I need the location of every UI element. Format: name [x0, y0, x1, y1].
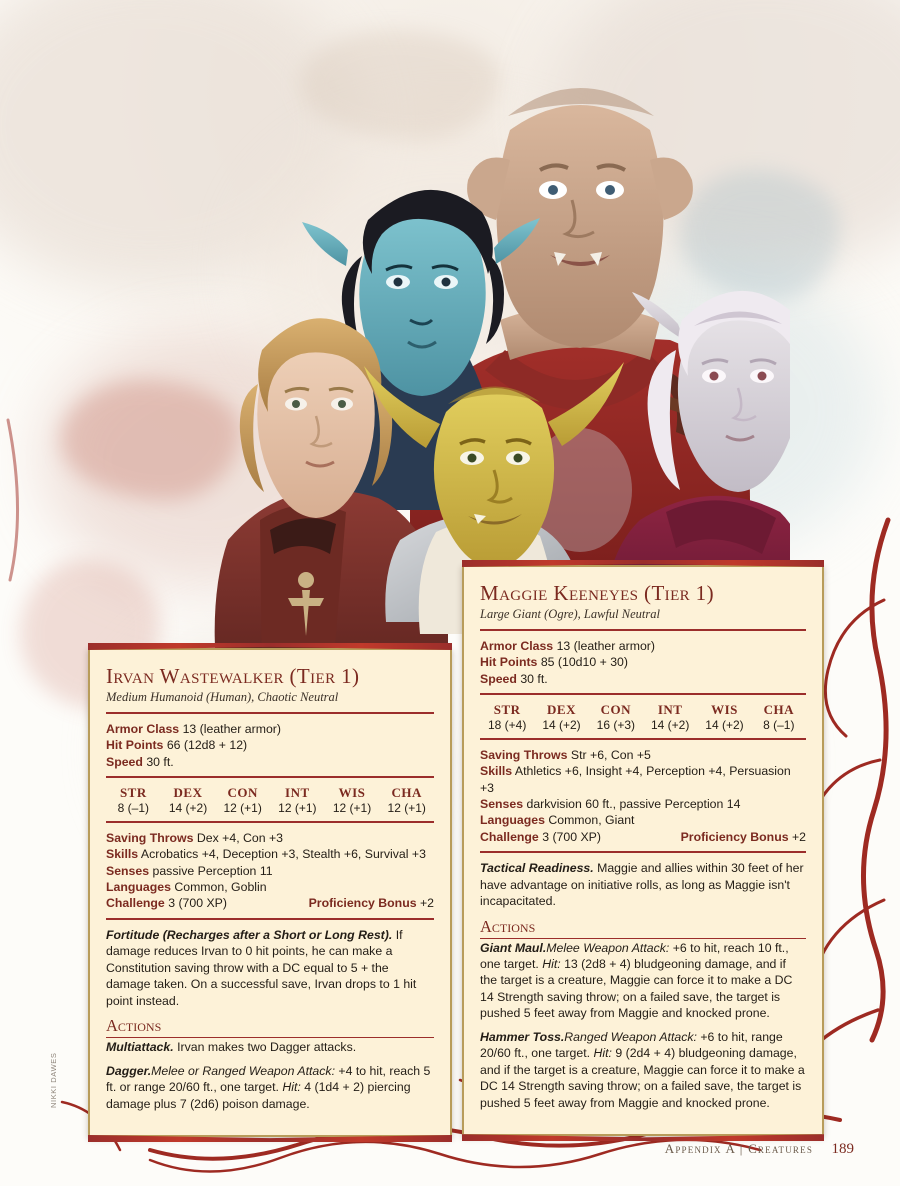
- action-text: +4 to hit, reach 5 ft. or range 20/60 ft., one target.: [106, 1063, 431, 1095]
- artist-credit: NIKKI DAWES: [49, 1052, 58, 1108]
- statblock-title: Irvan Wastewalker (Tier 1): [106, 664, 360, 688]
- ability-value: 12 (+1): [278, 801, 317, 816]
- hit-points-line: [106, 737, 434, 753]
- action-hit-text: 9 (2d4 + 4) bludgeoning damage, and if the target is a creature, Maggie can force it to make a DC 14 Strength saving throw; on a failed save, the target is pushed 5 feet away from Maggie and knocked prone.: [480, 1046, 805, 1110]
- languages-value: Common, Giant: [548, 813, 635, 828]
- trait-text: If damage reduces Irvan to 0 hit points, he can make a Constitution saving throw with a DC equal to 5 + the damage taken. On a successful save, Irvan drops to 1 hit point instead.: [106, 927, 417, 1008]
- armor-class-label: Armor Class: [106, 722, 180, 736]
- statblock-subtitle: Large Giant (Ogre), Lawful Neutral: [480, 607, 660, 621]
- skills-label: Skills: [106, 847, 139, 862]
- ability-value: 14 (+2): [705, 718, 744, 733]
- skills-line: [106, 846, 434, 862]
- ability-name: CHA: [391, 785, 422, 801]
- challenge-label: Challenge: [480, 829, 539, 844]
- traits-section: [106, 927, 434, 1009]
- languages-label: Languages: [106, 880, 171, 895]
- action-text: Irvan makes two Dagger attacks.: [173, 1040, 357, 1055]
- statblock-irvan: [88, 648, 452, 1137]
- challenge-line: [480, 829, 806, 845]
- skills-value: Athletics +6, Insight +4, Perception +4, Persuasion +3: [480, 764, 791, 795]
- traits-section: [480, 860, 806, 909]
- hit-points-value: 66 (12d8 + 12): [166, 738, 248, 753]
- ability-cha: [379, 785, 434, 815]
- languages-value: Common, Goblin: [174, 880, 267, 895]
- challenge-label: Challenge: [106, 896, 165, 911]
- speed-label: Speed: [106, 754, 143, 769]
- action-hit-text: 4 (1d4 + 2) piercing damage plus 7 (2d6) poison damage.: [106, 1080, 411, 1111]
- ability-name: WIS: [338, 785, 366, 801]
- footer-label: Appendix A | Creatures: [664, 1141, 814, 1156]
- armor-class-line: [106, 721, 434, 737]
- ability-scores: [106, 785, 434, 815]
- ability-value: 16 (+3): [596, 718, 635, 733]
- ability-con: [589, 702, 643, 732]
- divider: [106, 821, 434, 823]
- ability-name: CON: [600, 702, 632, 718]
- proficiency-bonus: [309, 895, 434, 911]
- action-text: +6 to hit, range 20/60 ft., one target.: [480, 1029, 783, 1061]
- skills-line: [480, 763, 806, 796]
- armor-class-value: 13 (leather armor): [182, 722, 281, 736]
- ability-value: 8 (–1): [763, 718, 795, 733]
- ability-name: INT: [657, 702, 683, 718]
- action-name: Giant Maul.: [480, 940, 547, 955]
- trait-tactical-readiness: [480, 860, 806, 909]
- speed-line: [480, 671, 806, 687]
- ability-name: CON: [227, 785, 258, 801]
- skills-value: Acrobatics +4, Deception +3, Stealth +6, Survival +3: [140, 847, 426, 862]
- actions-section: [106, 1039, 434, 1112]
- senses-value: darkvision 60 ft., passive Perception 14: [526, 797, 741, 812]
- senses-label: Senses: [106, 863, 150, 878]
- page-footer: [0, 1141, 900, 1158]
- ability-int: [643, 702, 697, 732]
- action-attack-type: Melee or Ranged Weapon Attack:: [151, 1063, 335, 1078]
- actions-header: Actions: [480, 917, 806, 939]
- actions-header: Actions: [106, 1016, 434, 1038]
- trait-name: Tactical Readiness.: [480, 861, 594, 876]
- divider: [106, 918, 434, 920]
- hit-points-label: Hit Points: [106, 738, 164, 753]
- ability-value: 14 (+2): [542, 718, 581, 733]
- speed-line: [106, 754, 434, 770]
- saving-throws-label: Saving Throws: [480, 748, 568, 763]
- action-dagger: [106, 1063, 434, 1112]
- armor-class-line: [480, 638, 806, 654]
- divider: [480, 738, 806, 740]
- statblock-title: Maggie Keeneyes (Tier 1): [480, 581, 714, 605]
- speed-value: 30 ft.: [146, 754, 174, 769]
- speed-label: Speed: [480, 671, 517, 686]
- senses-line: [106, 863, 434, 879]
- action-attack-type: Ranged Weapon Attack:: [564, 1029, 697, 1044]
- ability-value: 18 (+4): [487, 718, 527, 733]
- proficiency-label: Proficiency Bonus: [680, 829, 789, 844]
- statblock-maggie: [462, 565, 824, 1136]
- action-hit-label: Hit:: [593, 1046, 612, 1061]
- ability-dex: [534, 702, 588, 732]
- ability-dex: [161, 785, 216, 815]
- divider: [480, 629, 806, 631]
- challenge-line: [106, 895, 434, 911]
- ability-name: DEX: [173, 785, 203, 801]
- statblock-subtitle: Medium Humanoid (Human), Chaotic Neutral: [106, 690, 339, 704]
- ability-str: [106, 785, 161, 815]
- actions-section: [480, 940, 806, 1112]
- ability-scores: [480, 702, 806, 732]
- divider: [480, 851, 806, 853]
- languages-line: [480, 812, 806, 828]
- action-hit-label: Hit:: [282, 1080, 301, 1095]
- saving-throws-value: Str +6, Con +5: [570, 748, 651, 763]
- hit-points-value: 85 (10d10 + 30): [540, 655, 628, 670]
- ability-name: STR: [493, 702, 521, 718]
- action-hammer-toss: [480, 1029, 806, 1111]
- ability-value: 12 (+1): [332, 801, 372, 816]
- action-attack-type: Melee Weapon Attack:: [546, 940, 670, 955]
- armor-class-value: 13 (leather armor): [556, 639, 655, 653]
- action-name: Dagger.: [106, 1063, 152, 1078]
- divider: [106, 776, 434, 778]
- trait-fortitude: [106, 927, 434, 1009]
- ability-name: STR: [119, 785, 147, 801]
- divider: [106, 712, 434, 714]
- saving-throws-value: Dex +4, Con +3: [196, 831, 284, 846]
- ability-value: 14 (+2): [168, 801, 208, 816]
- action-hit-text: 13 (2d8 + 4) bludgeoning damage, and if the target is a creature, Maggie can force it to make a DC 14 Strength saving throw; on a failed save, the target is pushed 5 feet away from Maggie and knocked prone.: [480, 956, 793, 1021]
- ability-value: 8 (–1): [117, 801, 150, 816]
- action-name: Hammer Toss.: [480, 1029, 565, 1044]
- ability-value: 12 (+1): [387, 801, 426, 816]
- ability-value: 12 (+1): [223, 801, 262, 816]
- senses-label: Senses: [480, 797, 524, 812]
- ability-wis: [325, 785, 380, 815]
- skills-label: Skills: [480, 764, 513, 779]
- page-number: 189: [831, 1141, 854, 1157]
- saving-throws-line: [106, 830, 434, 846]
- senses-value: passive Perception 11: [152, 863, 273, 878]
- ability-int: [270, 785, 325, 815]
- challenge-value: 3 (700 XP): [168, 896, 227, 911]
- ability-wis: [697, 702, 751, 732]
- ability-name: INT: [285, 785, 310, 801]
- hit-points-line: [480, 654, 806, 670]
- ability-con: [215, 785, 270, 815]
- senses-line: [480, 796, 806, 812]
- ability-cha: [752, 702, 806, 732]
- armor-class-label: Armor Class: [480, 639, 554, 653]
- ability-str: [480, 702, 534, 732]
- ability-name: WIS: [711, 702, 738, 718]
- challenge-value: 3 (700 XP): [542, 829, 601, 844]
- ability-name: CHA: [763, 702, 794, 718]
- proficiency-label: Proficiency Bonus: [308, 896, 417, 911]
- ability-name: DEX: [547, 702, 576, 718]
- trait-text: Maggie and allies within 30 feet of her have advantage on initiative rolls, as long as Maggie isn't incapacitated.: [480, 861, 804, 909]
- ability-value: 14 (+2): [650, 718, 690, 733]
- speed-value: 30 ft.: [520, 671, 548, 686]
- divider: [480, 693, 806, 695]
- hit-points-label: Hit Points: [480, 655, 538, 670]
- proficiency-value: +2: [419, 896, 434, 911]
- action-giant-maul: [480, 940, 806, 1022]
- action-name: Multiattack.: [106, 1040, 174, 1055]
- action-hit-label: Hit:: [542, 956, 561, 971]
- saving-throws-label: Saving Throws: [106, 831, 194, 846]
- proficiency-value: +2: [791, 829, 806, 844]
- languages-label: Languages: [480, 813, 545, 828]
- proficiency-bonus: [681, 829, 806, 845]
- action-text: +6 to hit, reach 10 ft., one target.: [480, 940, 789, 971]
- saving-throws-line: [480, 747, 806, 763]
- languages-line: [106, 879, 434, 895]
- trait-name: Fortitude (Recharges after a Short or Long Rest).: [106, 927, 393, 942]
- action-multiattack: [106, 1039, 434, 1055]
